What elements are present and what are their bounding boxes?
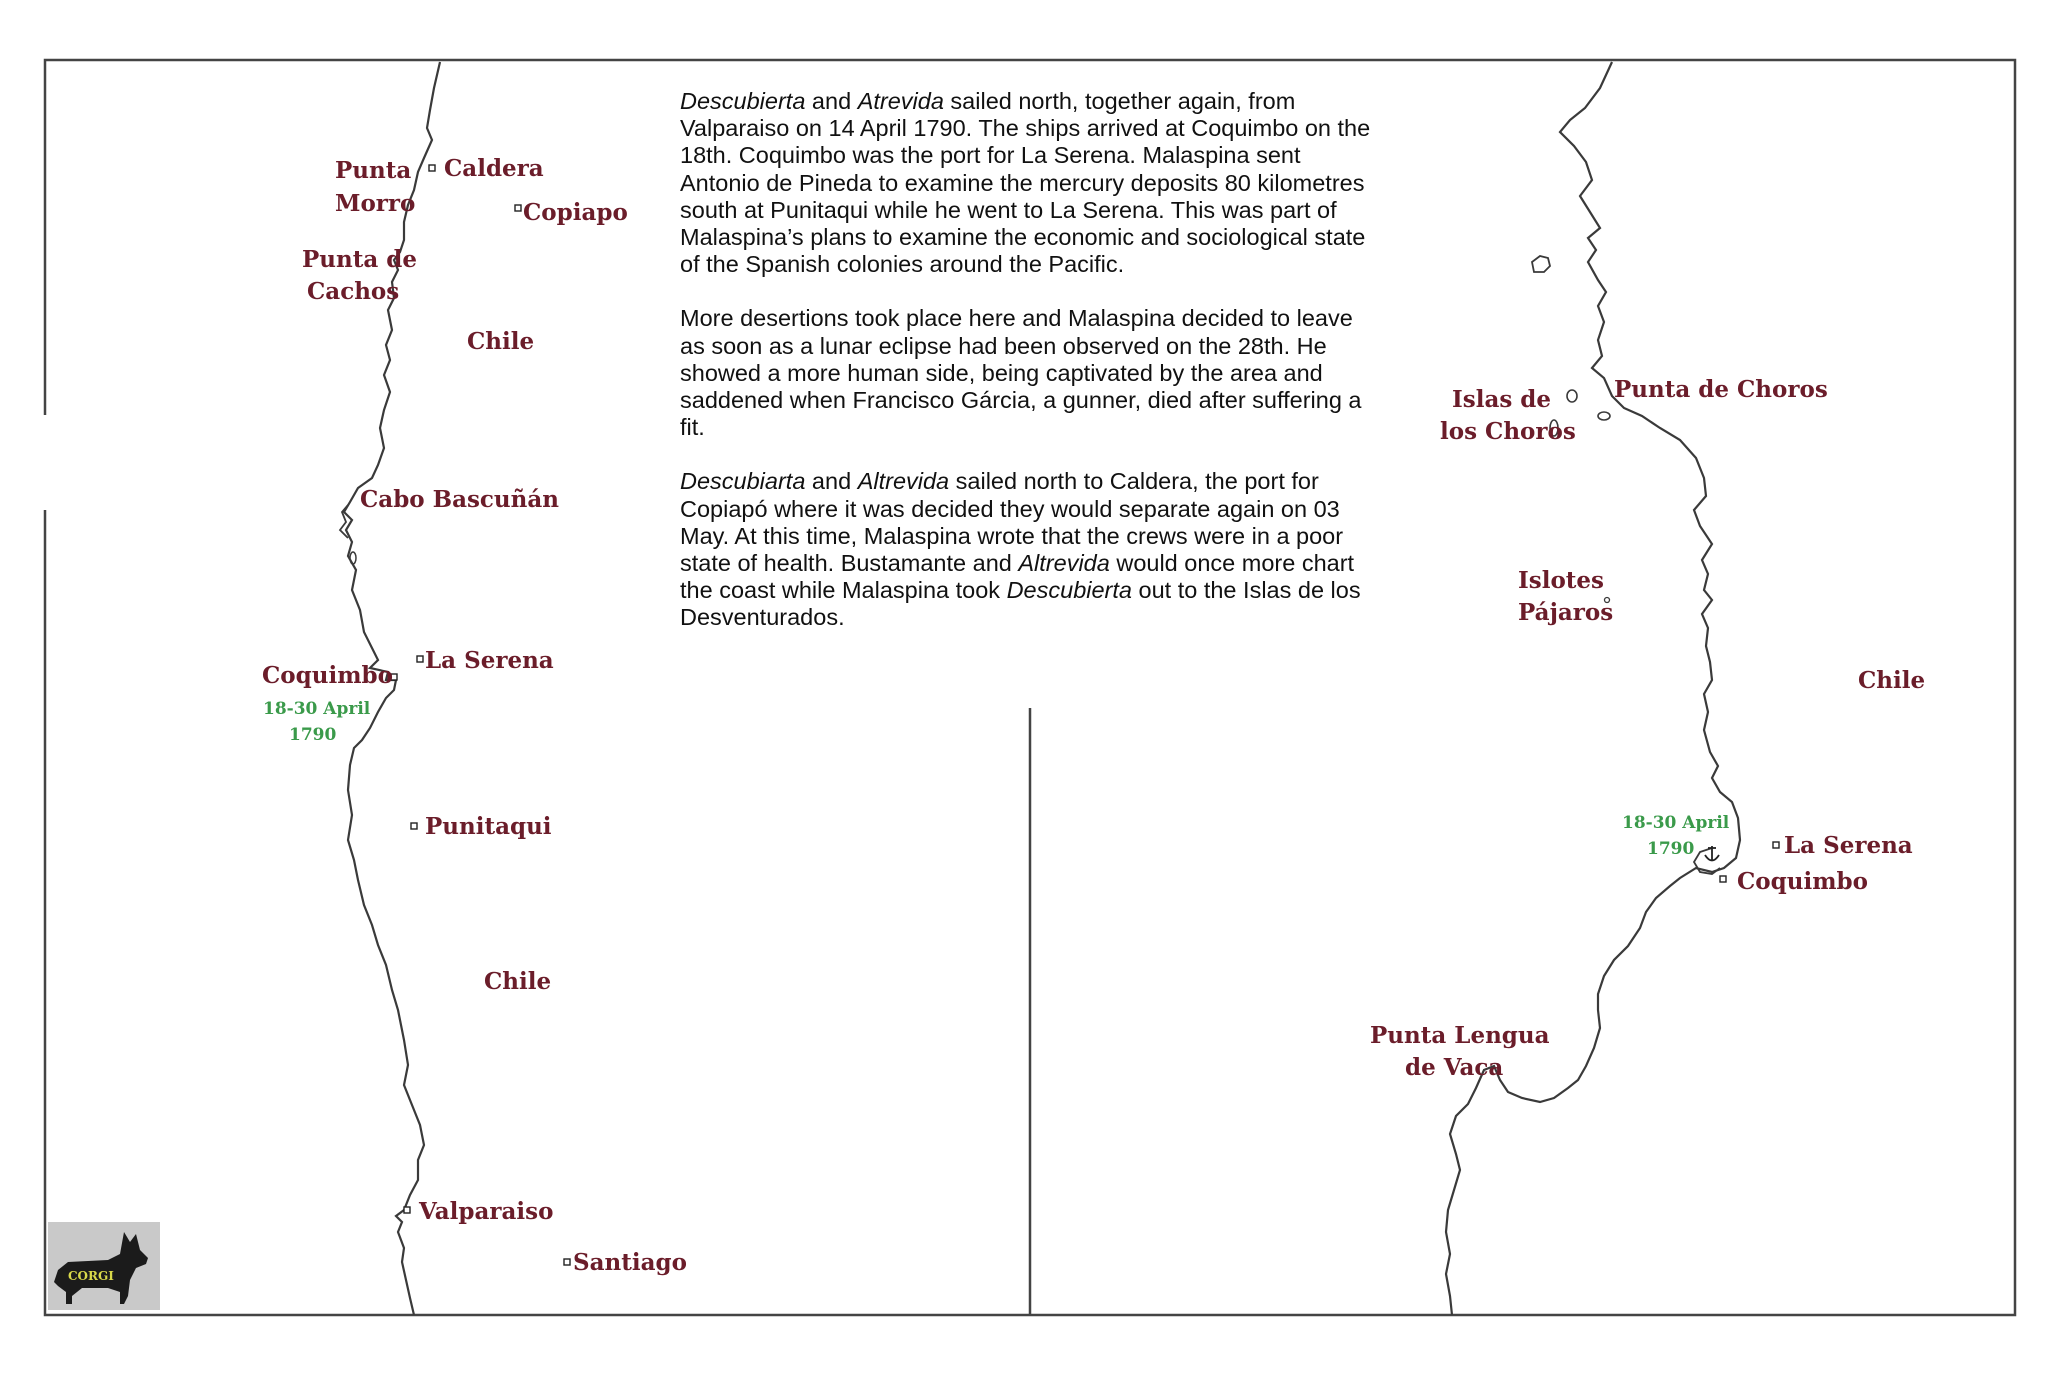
label-chile-right: Chile [1858,667,1926,694]
ship-name: Atrevida [857,88,944,114]
label-coquimbo: Coquimbo [262,662,393,689]
label-date-right-1: 18-30 April [1622,813,1730,833]
label-punta-cachos-1: Punta de [302,246,417,273]
label-la-serena: La Serena [425,647,554,674]
ship-name: Descubierta [1006,577,1132,604]
label-date-1: 18-30 April [263,699,371,719]
ship-name: Altrevida [857,468,950,495]
narrative-paragraph [680,468,1380,631]
label-la-serena-right: La Serena [1784,832,1913,859]
label-punitaqui: Punitaqui [425,813,552,840]
label-chile-north: Chile [467,328,535,355]
corgi-logo-icon [48,1222,160,1310]
label-copiapo: Copiapo [523,199,628,226]
label-santiago: Santiago [573,1249,687,1276]
ship-name: Descubiarta [680,468,806,495]
right-coastline [1446,62,1740,1315]
label-punta-morro-2: Morro [335,190,416,217]
label-cabo-bascunan: Cabo Bascuñán [360,486,560,513]
label-punta-morro-1: Punta [335,157,412,184]
label-islotes-1: Islotes [1518,567,1604,594]
label-punta-cachos-2: Cachos [307,278,400,305]
narrative-paragraph: More desertions took place here and Malaspina decided to leave as soon as a lunar eclipse had been observed on the 28th. He showed a more human side, being captivated by the area and saddened when Francisco Gárcia, a gunner, died after suffering a fit. [680,305,1362,441]
label-valparaiso: Valparaiso [419,1198,554,1225]
label-islas-choros-2: los Choros [1440,418,1576,445]
label-islas-choros-1: Islas de [1452,386,1552,413]
label-date-right-2: 1790 [1647,839,1695,859]
narrative-span: sailed north, together again, from Valparaiso on 14 April 1790. The ships arrived at Coquimbo on the 18th. Coquimbo was the port for La Serena. Malaspina sent Antonio de Pineda to examine the mercury deposits 80 kilometres south at Punitaqui while he went to La Serena. This was part of Malaspina’s plans to examine the economic and sociological state of the Spanish colonies around the Pacific. [680,88,1371,278]
label-date-2: 1790 [289,725,337,745]
ship-name: Descubierta [680,88,806,114]
narrative-paragraph [680,88,1380,278]
label-caldera: Caldera [444,155,544,182]
label-chile-south: Chile [484,968,552,995]
badge-text: CORGI [68,1269,114,1283]
narrative-text [680,88,1380,659]
narrative-span: and [805,88,858,114]
label-coquimbo-right: Coquimbo [1737,868,1868,895]
narrative-span: sailed north to Caldera, the port for Copiapó where it was decided they would separate again on 03 May. At this time, Malaspina wrote that the crews were in a poor state of health. Bustamante and [680,468,1344,577]
label-punta-lengua-2: de Vaca [1405,1054,1504,1081]
label-punta-choros: Punta de Choros [1614,376,1828,403]
narrative-span: and [805,468,858,495]
anchor-icon [1705,846,1719,861]
label-islotes-2: Pájaros [1518,599,1614,626]
label-punta-lengua-1: Punta Lengua [1370,1022,1550,1049]
narrative-span: out to the Islas de los Desventurados. [680,577,1361,631]
ship-name: Altrevida [1018,550,1110,577]
narrative-span: would once more chart the coast while Malaspina took [680,550,1355,604]
